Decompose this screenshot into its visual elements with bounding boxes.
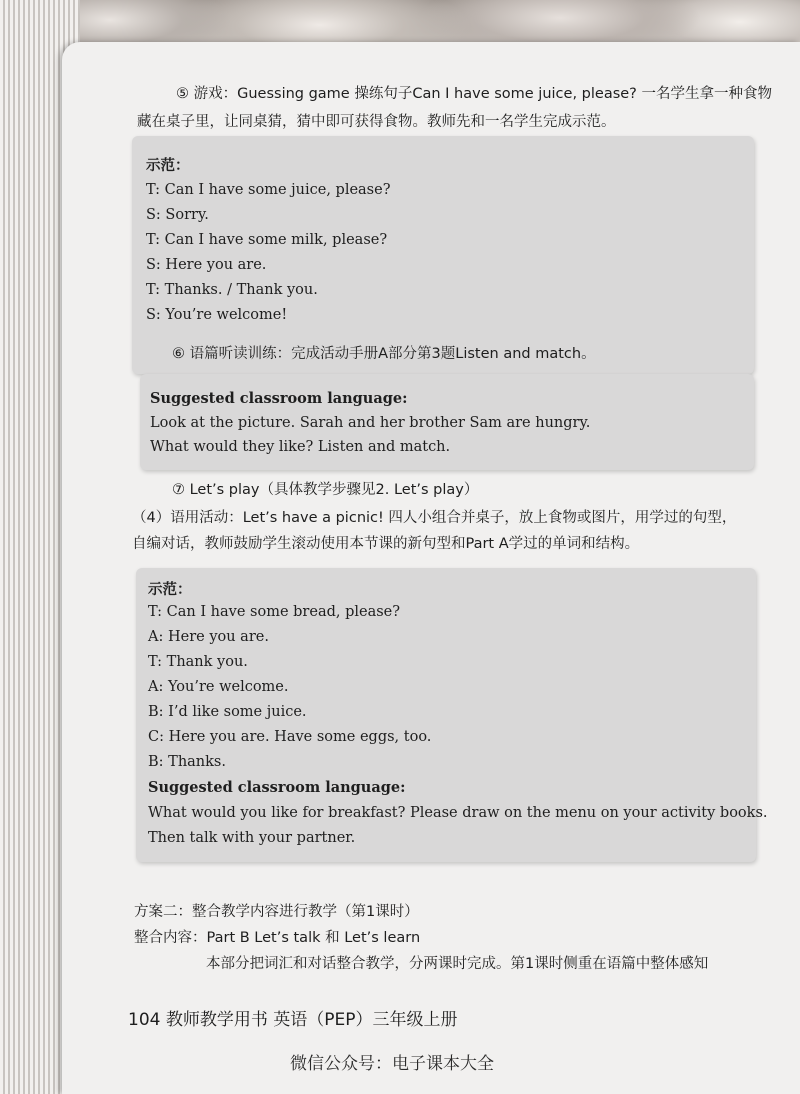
box2-line-1: Look at the picture. Sarah and her brother Sam are hungry. [150,415,591,431]
box3-line-4: A: You’re welcome. [148,679,289,695]
box3-line-7: B: Thanks. [148,754,226,770]
item5-line2: 藏在桌子里，让同桌猜，猜中即可获得食物。教师先和一名学生完成示范。 [137,114,616,130]
box2-line-2: What would they like? Listen and match. [150,439,451,455]
box3-line-5: B: I’d like some juice. [148,704,307,720]
box3-subline-1: What would you like for breakfast? Please draw on the menu on your activity books. [148,805,768,821]
page-footer: 104 教师教学用书 英语（PEP）三年级上册 [128,1010,458,1030]
box1-line-4: S: Here you are. [146,257,267,273]
box3-line-3: T: Thank you. [148,654,248,670]
box3-heading: 示范： [148,582,192,598]
box1-line-1: T: Can I have some juice, please? [146,182,391,198]
example-box-2 [136,568,768,862]
plan2-content: 整合内容：Part B Let’s talk 和 Let’s learn [134,930,421,946]
plan2-paragraph: 本部分把词汇和对话整合教学，分两课时完成。第1课时侧重在语篇中整体感知 [206,956,709,972]
book-page [62,42,800,1094]
box3-line-6: C: Here you are. Have some eggs, too. [148,729,432,745]
box1-heading: 示范： [146,158,190,174]
box3-line-2: A: Here you are. [148,629,269,645]
box1-line-3: T: Can I have some milk, please? [146,232,388,248]
item6: ⑥ 语篇听读训练：完成活动手册A部分第3题Listen and match。 [172,346,596,362]
box1-line-5: T: Thanks. / Thank you. [146,282,318,298]
box3-subheading: Suggested classroom language: [148,779,406,796]
box3-line-1: T: Can I have some bread, please? [148,604,401,620]
item4-line2: 自编对话，教师鼓励学生滚动使用本节课的新句型和Part A学过的单词和结构。 [132,536,640,552]
box1-line-2: S: Sorry. [146,207,209,223]
watermark-text: 微信公众号：电子课本大全 [290,1054,494,1074]
example-box-1 [132,136,754,374]
item5-line1: ⑤ 游戏：Guessing game 操练句子Can I have some juice, please? 一名学生拿一种食物 [176,86,772,102]
item7: ⑦ Let’s play（具体教学步骤见2. Let’s play） [172,482,479,498]
item4-line1: （4）语用活动：Let’s have a picnic! 四人小组合并桌子，放上食物或图片，用学过的句型， [132,510,737,526]
box1-line-6: S: You’re welcome! [146,307,288,323]
plan2-title: 方案二：整合教学内容进行教学（第1课时） [134,904,419,920]
box3-subline-2: Then talk with your partner. [148,830,356,846]
box2-heading: Suggested classroom language: [150,390,408,407]
suggested-language-box-1 [140,374,754,470]
